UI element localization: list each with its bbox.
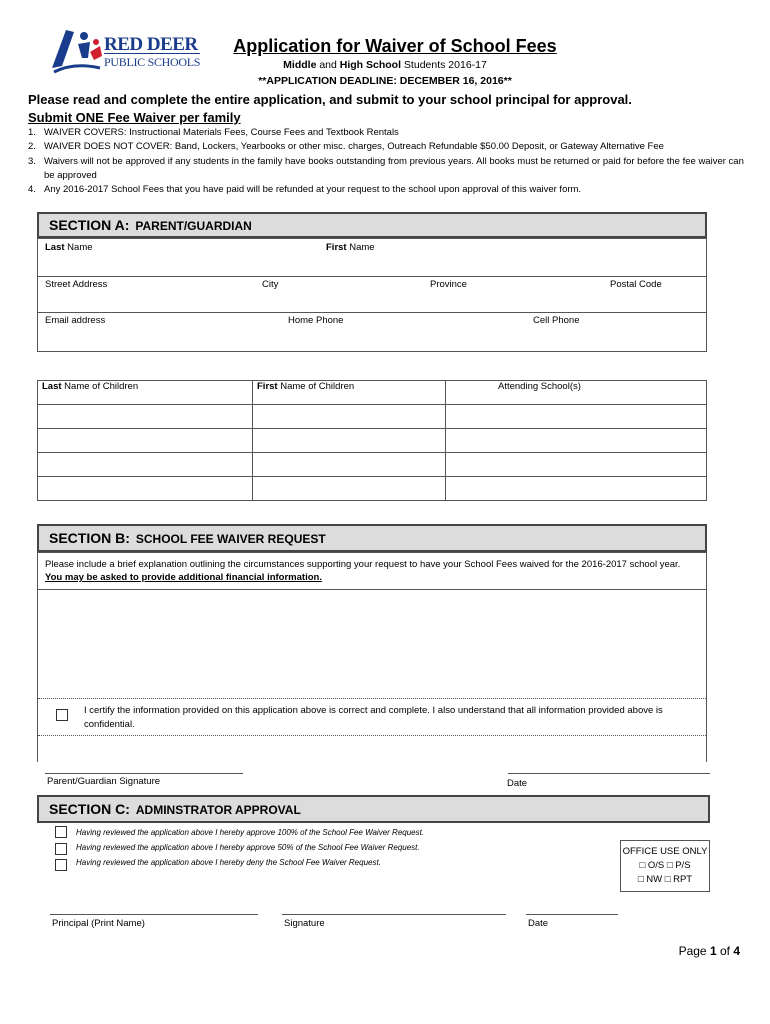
- page-number: Page 1 of 4: [678, 944, 740, 958]
- table-row[interactable]: [38, 405, 707, 429]
- office-use-row1[interactable]: □ O/S □ P/S: [639, 860, 691, 871]
- table-row[interactable]: [38, 477, 707, 501]
- approve-100-checkbox[interactable]: [55, 826, 67, 838]
- section-c-header: SECTION C: ADMINSTRATOR APPROVAL: [37, 795, 710, 823]
- rule-item: 3. Waivers will not be approved if any students in the family have books outstanding from previous years. All books must be returned or paid for before the fee waiver can be approved: [28, 155, 744, 181]
- office-use-title: OFFICE USE ONLY: [622, 846, 708, 857]
- table-row: [38, 381, 707, 405]
- principal-date-line[interactable]: [526, 914, 618, 915]
- table-row[interactable]: [38, 453, 707, 477]
- email-field[interactable]: Email address: [45, 315, 106, 326]
- section-b-header: SECTION B: SCHOOL FEE WAIVER REQUEST: [37, 524, 707, 552]
- section-a-header: SECTION A: PARENT/GUARDIAN: [37, 212, 707, 238]
- province-field[interactable]: Province: [430, 279, 467, 290]
- logo-text-red-deer: RED DEER: [104, 34, 198, 55]
- approve-100-text: Having reviewed the application above I hereby approve 100% of the School Fee Waiver Request.: [76, 828, 425, 837]
- parent-date-line[interactable]: [508, 773, 710, 774]
- attending-school-header: Attending School(s): [446, 381, 707, 405]
- city-field[interactable]: City: [262, 279, 279, 290]
- subtitle: Middle and High School Students 2016-17: [283, 59, 487, 71]
- children-first-name-header: First Name of Children: [253, 381, 446, 405]
- first-name-field[interactable]: First Name: [326, 242, 375, 253]
- instructions: Please read and complete the entire application, and submit to your school principal for approval.: [28, 92, 632, 107]
- deny-checkbox[interactable]: [55, 859, 67, 871]
- deny-text: Having reviewed the application above I hereby deny the School Fee Waiver Request.: [76, 858, 381, 867]
- submit-one-note: Submit ONE Fee Waiver per family: [28, 110, 241, 125]
- office-use-row2[interactable]: □ NW □ RPT: [637, 874, 693, 885]
- page-title: Application for Waiver of School Fees: [233, 36, 557, 56]
- children-last-name-header: Last Name of Children: [38, 381, 253, 405]
- certify-text: I certify the information provided on this application above is correct and complete. I also understand that all information provided above is confidential.: [84, 705, 663, 730]
- parent-date-label: Date: [507, 778, 528, 789]
- principal-signature-label: Signature: [284, 918, 325, 929]
- postal-code-field[interactable]: Postal Code: [610, 279, 662, 290]
- principal-name-label: Principal (Print Name): [52, 918, 145, 929]
- rule-item: 4. Any 2016-2017 School Fees that you have paid will be refunded at your request to the school upon approval of this waiver form.: [28, 184, 582, 196]
- children-table: [37, 380, 707, 501]
- parent-signature-label: Parent/Guardian Signature: [47, 776, 161, 787]
- home-phone-field[interactable]: Home Phone: [288, 315, 344, 326]
- office-use-box: [620, 840, 710, 892]
- principal-date-label: Date: [528, 918, 549, 929]
- approve-50-text: Having reviewed the application above I hereby approve 50% of the School Fee Waiver Request.: [76, 843, 420, 852]
- rule-item: 1. WAIVER COVERS: Instructional Materials Fees, Course Fees and Textbook Rentals: [28, 127, 399, 138]
- certify-checkbox[interactable]: [56, 709, 68, 721]
- principal-name-line[interactable]: [50, 914, 258, 915]
- cell-phone-field[interactable]: Cell Phone: [533, 315, 580, 326]
- parent-signature-line[interactable]: [45, 773, 243, 774]
- approve-50-checkbox[interactable]: [55, 843, 67, 855]
- last-name-field[interactable]: Last Name: [45, 242, 93, 253]
- rules-list: [28, 126, 748, 197]
- rule-item: 2. WAIVER DOES NOT COVER: Band, Lockers, Yearbooks or other misc. charges, Outreach Refundable $50.00 Deposit, or Gateway Alternative Fee: [28, 141, 664, 153]
- principal-signature-line[interactable]: [282, 914, 506, 915]
- explanation-area[interactable]: [40, 590, 704, 695]
- table-row[interactable]: [38, 429, 707, 453]
- explanation-instructions: Please include a brief explanation outlining the circumstances supporting your request to have your School Fees waived for the 2016-2017 school year. You may be asked to provide additional financial information.: [45, 559, 681, 583]
- street-address-field[interactable]: Street Address: [45, 279, 108, 290]
- deadline: **APPLICATION DEADLINE: DECEMBER 16, 2016**: [258, 75, 512, 87]
- logo-text-public-schools: PUBLIC SCHOOLS: [104, 55, 201, 69]
- parent-guardian-box: [37, 238, 707, 352]
